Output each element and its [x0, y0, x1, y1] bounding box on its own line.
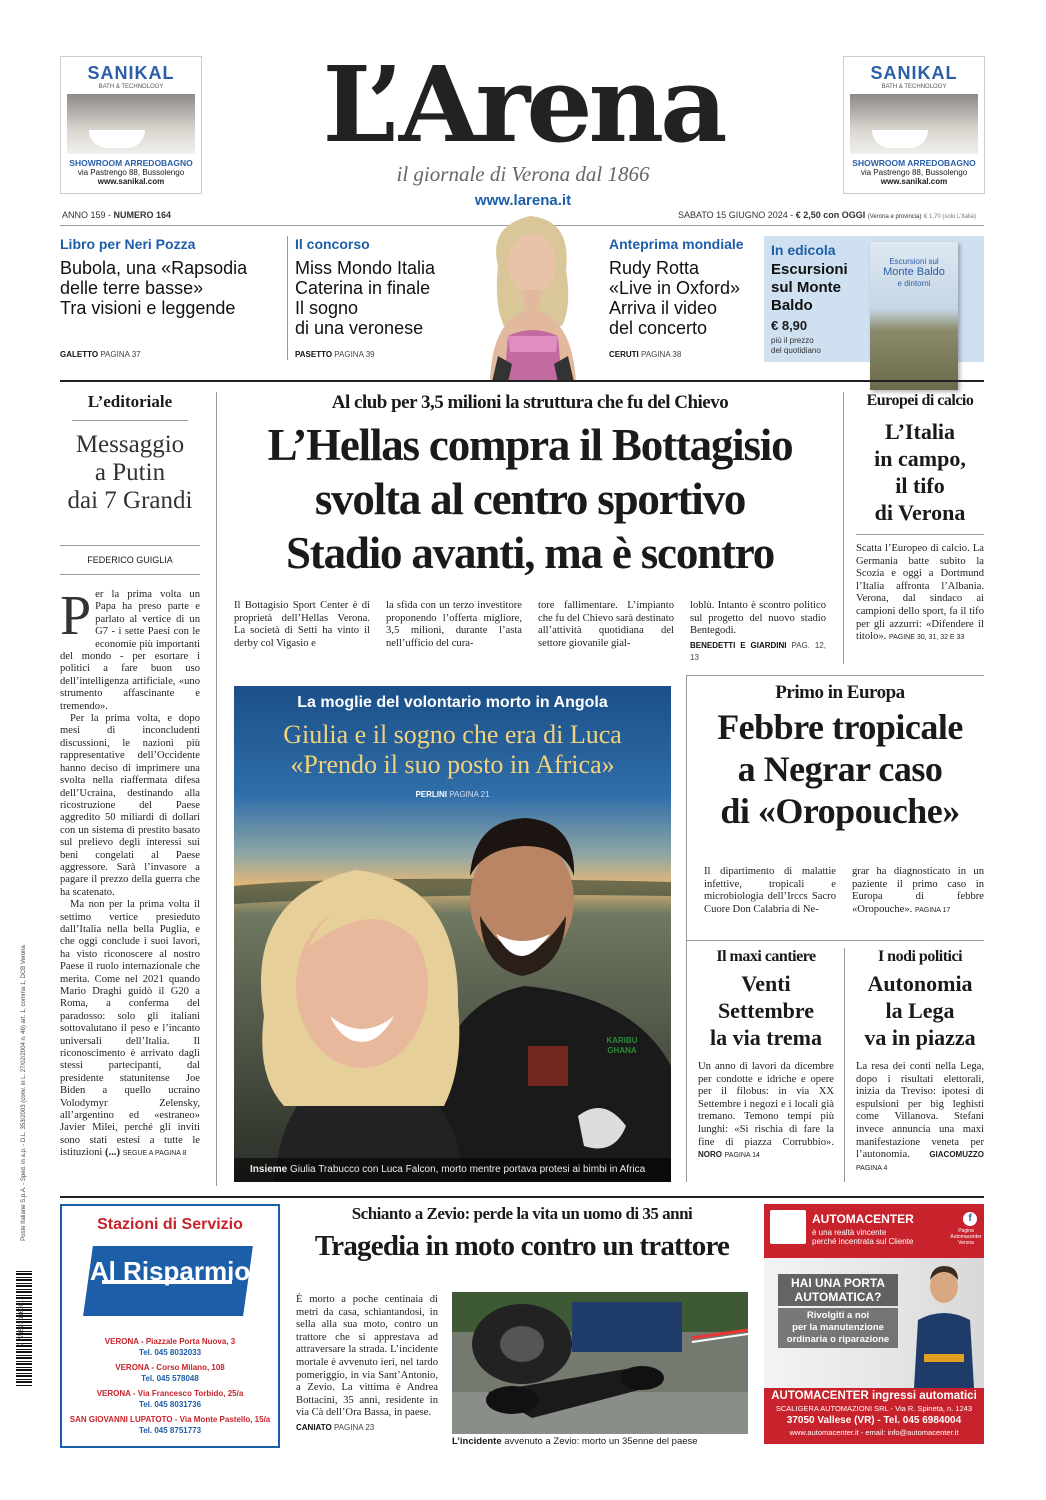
edicola-note: più il prezzo del quotidiano: [771, 336, 821, 355]
incidente-body: È morto a poche centinaia di metri da casa, schiantandosi, in sella alla sua moto, contro un trattore che si apprestava ad attraversare la strada. L’incidente mortale è avvenuto ieri, nel tardo pomeriggio, in via Sant’Antonio, a Zevio. La vittima è Andrea Bottacini, 35 anni, residente in via Cà dell’Ora Bassa, in paese. CANIATO PAGINA 23: [296, 1294, 438, 1435]
cantiere-headline: Venti Settembre la via trema: [709, 971, 822, 1050]
editorial-follow[interactable]: SEGUE A PAGINA 8: [122, 1150, 187, 1158]
sanikal-line3: www.sanikal.com: [97, 177, 165, 186]
teaser-concorso[interactable]: [295, 236, 475, 338]
editorial-title: Messaggio a Putin dai 7 Grandi: [67, 431, 193, 514]
teaser-line: Caterina in finale: [295, 278, 431, 298]
politica-story[interactable]: [856, 948, 984, 1175]
stations-brand: Al Risparmio: [89, 1256, 251, 1286]
politica-headline: Autonomia la Lega va in piazza: [864, 971, 976, 1050]
column-divider: [216, 392, 217, 1186]
teaser-line: di una veronese: [295, 318, 424, 338]
teaser-kicker: Anteprima mondiale: [609, 236, 744, 252]
section-rule: [686, 675, 984, 676]
book-cover: [870, 242, 958, 390]
stations-ad[interactable]: [60, 1204, 280, 1448]
photo-byline: PERLINI PAGINA 21: [415, 790, 490, 799]
automacenter-footer: AUTOMACENTER ingressi automatici SCALIGERA AUTOMAZIONI SRL - Via R. Spineta, n. 1243 37050 Vallese (VR) - Tel. 045 6984004 www.automacenter.it - email: info@automacenter.it: [771, 1390, 977, 1437]
automacenter-slogan: è una realtà vincente perché incentrata sul Cliente: [812, 1228, 914, 1246]
teaser-line: del concerto: [609, 318, 708, 338]
photo-kicker: La moglie del volontario morto in Angola: [297, 694, 608, 711]
cantiere-kicker: Il maxi cantiere: [716, 948, 816, 965]
teaser-kicker: Libro per Neri Pozza: [60, 236, 196, 252]
bathtub-image: [850, 94, 978, 154]
automacenter-logo: [770, 1210, 806, 1244]
postal-note: Poste Italiane S.p.A. - Sped. in a.p. - D.L. 353/2003 (conv. in L. 27/02/2004 n. 46) art. 1, comma 1, DCB Verona: [21, 945, 27, 1241]
photo-story[interactable]: [234, 686, 671, 1182]
column-divider: [844, 948, 845, 1182]
teaser-line: Miss Mondo Italia: [295, 258, 436, 278]
section-rule: [60, 1196, 984, 1198]
price-alt: € 1,70 (solo L’Italia): [923, 214, 977, 220]
teaser-anteprima[interactable]: [609, 236, 759, 338]
teaser-libro[interactable]: [60, 236, 280, 318]
editorial-body: P er la prima volta un Papa ha preso parte e parlato al vertice di un G7 - i sette Paesi con le economie più importanti del mondo - per esortare i politici a fare buon uso dell’intelligenza artificiale, «uno strumento affascinante e tremendo». Per la prima volta, e dopo mesi di inconcludenti discussioni, le nazioni più rappresentative dell’Occidente hanno deciso di imprimere una svolta nella riaffermata difesa dell’Ucraina, destinando alla ricostruzione del Paese aggredito 50 miliardi di dollari con un sistema di prestito basato sul prelievo degli interessi sui beni congelati al Paese aggressore. Sarà l’invasore a pagare il prezzo della guerra che ha scatenato. Ma non per la prima volta il settimo vertice presieduto dall’Italia nella bella Puglia, e che oggi conclude i suoi lavori, ha visto riconoscere al nostro Paese il ruolo internazionale che merita. Come nel 2021 quando Mario Draghi guidò il G20 a Roma, a conferma del paradosso: solo gli italiani sottovalutano il peso e l’incanto universali dell’Italia. Il riconoscimento è arrivato dagli stessi partecipanti, dal presidente statunitense Joe Biden a quello ucraino Volodymyr Zelensky, all’argentino ed «estraneo» Javier Milei, perché gli inviti sono stati estesi a tutte le istituzioni (...) SEGUE A PAGINA 8: [60, 589, 200, 1161]
automacenter-social: Pagina Automacenter Verona: [950, 1228, 982, 1246]
automacenter-question: HAI UNA PORTA AUTOMATICA?: [778, 1274, 898, 1306]
edicola-price: € 8,90: [771, 318, 808, 333]
febbre-story[interactable]: [696, 682, 984, 832]
febbre-col-1: Il dipartimento di malattie infettive, tropicali e microbiologia dell’Irccs Sacro Cuore Don Calabria di Ne-: [704, 866, 836, 915]
issue-info: ANNO 159 - NUMERO 164: [62, 210, 172, 220]
cantiere-story[interactable]: [698, 948, 834, 1163]
teaser-line: Arriva il video: [609, 298, 718, 318]
sanikal-line1: SHOWROOM ARREDOBAGNO: [69, 158, 193, 168]
photo-shirt-text: KARIBU GHANA: [606, 1036, 638, 1055]
photo-caption: Insieme Giulia Trabucco con Luca Falcon, morto mentre portava protesi ai bimbi in Africa: [234, 1158, 671, 1182]
sanikal-ad-left[interactable]: [60, 56, 202, 194]
price-note: (Verona e provincia): [867, 214, 922, 220]
lead-col-3: tore fallimentare. L’impianto che fu del Chievo sarà destinato all’attività quotidiana del settore giovanile gial-: [538, 600, 674, 649]
masthead-url[interactable]: www.larena.it: [474, 192, 572, 209]
incidente-byline: CANIATO PAGINA 23: [296, 1422, 375, 1432]
book-title: Escursioni sul Monte Baldo e dintorni: [883, 257, 945, 288]
teaser-kicker: Il concorso: [295, 236, 370, 252]
automacenter-answer: Rivolgiti a noi per la manutenzione ordinaria o riparazione: [778, 1308, 898, 1348]
febbre-col-2: grar ha diagnosticato in un paziente il primo caso in Europa di febbre «Oropouche». PAGINA 17: [852, 866, 984, 915]
sanikal-line2: via Pastrengo 88, Bussolengo: [77, 168, 185, 177]
teaser-line: delle terre basse»: [60, 278, 204, 298]
editorial-author: FEDERICO GUIGLIA: [87, 555, 173, 565]
date-price: SABATO 15 GIUGNO 2024 - € 2,50 con OGGI (Verona e provincia) € 1,70 (solo L’Italia): [678, 210, 977, 220]
sanikal-line2: via Pastrengo 88, Bussolengo: [860, 168, 968, 177]
teaser-byline: PASETTO PAGINA 39: [295, 350, 375, 359]
section-rule: [60, 380, 984, 382]
editorial-label: L’editoriale: [87, 392, 173, 411]
stations-title: Stazioni di Servizio: [97, 1216, 243, 1233]
europei-body: Scatta l’Europeo di calcio. La Germania batte subito la Scozia e oggi a Dortmund l’Italia affronta l’Albania. Verona, dal sindaco ai campioni dello sport, fa il tifo per gli azzurri: «Difendere il titolo». PAGINE 30, 31, 32 E 33: [856, 543, 984, 643]
editorial-p3: Ma non per la prima volta il settimo vertice presieduto dall’Italia nella bella Puglia, e che oggi conclude i suoi lavori, ha visto riconoscere al nostro Paese il ruolo internazionale che merita. Come nel 2021 quando Mario Draghi guidò il G20 a Roma, a conferma del paradosso: solo gli italiani sottovalutano il peso e l’incanto universali dell’Italia. Il riconoscimento è arrivato dagli stessi partecipanti, dal presidente statunitense Joe Biden a quello ucraino Volodymyr Zelensky, all’argentino ed «estraneo» Javier Milei, perché gli inviti sono stati estesi a tutte le istituzioni (...) SEGUE A PAGINA 8: [60, 899, 200, 1159]
incidente-kicker: Schianto a Zevio: perde la vita un uomo di 35 anni: [351, 1204, 693, 1223]
teaser-line: Tra visioni e leggende: [60, 298, 236, 318]
europei-story[interactable]: [856, 392, 984, 645]
sanikal-line3: www.sanikal.com: [880, 177, 948, 186]
teaser-line: «Live in Oxford»: [609, 278, 741, 298]
incidente-story[interactable]: [292, 1204, 752, 1263]
section-rule: [686, 940, 984, 941]
dropcap: P: [60, 585, 92, 647]
editorial-column[interactable]: [60, 392, 200, 1161]
europei-headline: L’Italia in campo, il tifo di Verona: [874, 419, 966, 525]
numero: NUMERO 164: [113, 210, 172, 220]
miss-portrait: [468, 206, 598, 382]
sanikal-logo: SANIKAL: [87, 63, 175, 83]
sanikal-ad-right[interactable]: [843, 56, 985, 194]
teaser-line: Rudy Rotta: [609, 258, 700, 278]
barcode-digits: 9 771591 116001: [19, 1299, 25, 1347]
sanikal-line1: SHOWROOM ARREDOBAGNO: [852, 158, 976, 168]
lead-col-4: loblù. Intanto è scontro politico sul progetto del nuovo stadio Bentegodi. BENEDETTI E GIARDINI PAG. 12, 13: [690, 600, 826, 665]
teaser-byline: CERUTI PAGINA 38: [609, 350, 682, 359]
sanikal-logo: SANIKAL: [870, 63, 958, 83]
masthead-subtitle: il giornale di Verona dal 1866: [396, 162, 650, 186]
politica-kicker: I nodi politici: [877, 948, 963, 965]
lead-col-1: Il Bottagisio Sport Center è di proprietà dell’Hellas Verona. La società di Setti ha vinto il derby col Vigasio e: [234, 600, 370, 649]
teaser-divider: [287, 236, 288, 360]
price: € 2,50 con OGGI: [795, 210, 866, 220]
anno: ANNO 159: [62, 210, 106, 220]
automacenter-brand: AUTOMACENTER: [812, 1212, 914, 1226]
lead-byline: BENEDETTI E GIARDINI PAG. 12, 13: [690, 640, 826, 663]
febbre-headline: Febbre tropicale a Negrar caso di «Oropouche»: [717, 707, 963, 831]
automacenter-ad[interactable]: [764, 1204, 984, 1444]
lead-kicker: Al club per 3,5 milioni la struttura che fu del Chievo: [331, 392, 729, 413]
column-divider: [686, 676, 687, 1182]
lead-headline[interactable]: L’Hellas compra il Bottagisio svolta al centro sportivo Stadio avanti, ma è scontro: [267, 420, 793, 578]
technician-image: [904, 1258, 984, 1388]
sanikal-tagline: BATH & TECHNOLOGY: [881, 84, 947, 90]
sanikal-tagline: BATH & TECHNOLOGY: [98, 84, 164, 90]
crash-caption: L’incidente avvenuto a Zevio: morto un 35enne del paese: [452, 1436, 698, 1447]
teaser-line: Il sogno: [295, 298, 359, 318]
incidente-headline: Tragedia in moto contro un trattore: [314, 1230, 730, 1262]
edicola-headline: Escursioni sul Monte Baldo: [771, 261, 848, 314]
teaser-line: Bubola, una «Rapsodia: [60, 258, 248, 278]
europei-kicker: Europei di calcio: [866, 392, 974, 409]
column-divider: [843, 392, 844, 664]
edicola-box[interactable]: [764, 236, 984, 362]
bathtub-image: [67, 94, 195, 154]
politica-body: La resa dei conti nella Lega, dopo i risultati elettorali, inizia da Treviso: ipotesi di espulsioni per big leghisti come Villanova. Stefani invece annuncia una maxi manifestazione veneta per l’autonomia. GIACOMUZZO PAGINA 4: [856, 1061, 984, 1172]
masthead-title[interactable]: L’Arena: [322, 43, 724, 166]
photo-headline: Giulia e il sogno che era di Luca «Prendo il suo posto in Africa»: [283, 720, 622, 779]
date: SABATO 15 GIUGNO 2024: [678, 210, 788, 220]
lead-col-2: la sfida con un terzo investitore proponendo l’offerta migliore, 3,5 milioni, durante l’asta nell’ufficio del cura-: [386, 600, 522, 649]
stations-list: VERONA - Piazzale Porta Nuova, 3 Tel. 045 8032033 VERONA - Corso Milano, 108 Tel. 045 578048 VERONA - Via Francesco Torbido, 25/a Tel. 045 8031736 SAN GIOVANNI LUPATOTO - Via Monte Pastello, 15/a Tel. 045 8751773: [69, 1337, 271, 1435]
edicola-title: In edicola: [771, 242, 836, 258]
cantiere-body: Un anno di lavori da dicembre per condotte e idriche e opere per il filobus: in via XX Settembre i negozi e i locali già tremano. Temono tempi più lunghi: «Si rischia di fare la fine di piazza Corrubbio». NORO PAGINA 14: [698, 1061, 834, 1160]
teaser-byline: GALETTO PAGINA 37: [60, 350, 141, 359]
facebook-icon[interactable]: f: [963, 1212, 977, 1226]
febbre-kicker: Primo in Europa: [775, 682, 905, 703]
crash-photo: [452, 1292, 748, 1434]
